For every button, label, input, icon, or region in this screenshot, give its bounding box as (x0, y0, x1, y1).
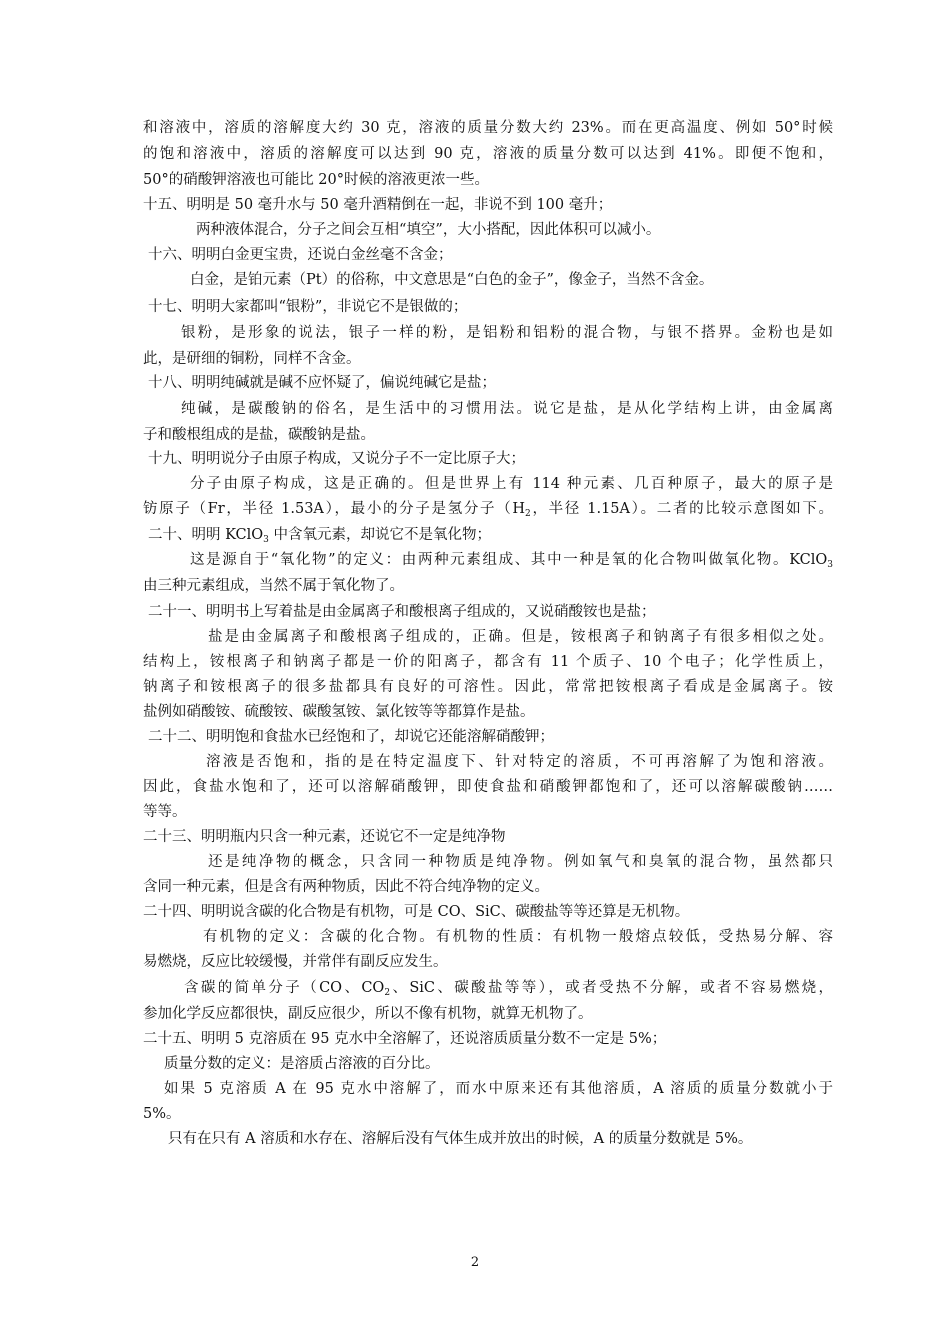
text-line: 十五、明明是 50 毫升水与 50 毫升酒精倒在一起，非说不到 100 毫升； (143, 197, 613, 213)
text-line: 如果 5 克溶质 A 在 95 克水中溶解了，而水中原来还有其他溶质，A 溶质的质量分数就小于 (164, 1081, 833, 1097)
text-line: 十九、明明说分子由原子构成，又说分子不一定比原子大； (148, 451, 525, 467)
text-line: 有机物的定义：含碳的化合物。有机物的性质：有机物一般熔点较低，受热易分解、容 (203, 929, 833, 945)
text-line: 含同一种元素，但是含有两种物质，因此不符合纯净物的定义。 (143, 879, 549, 895)
text-line: 分子由原子构成，这是正确的。但是世界上有 114 种元素、几百种原子，最大的原子是 (190, 476, 833, 492)
text-line: 5%。 (143, 1106, 181, 1122)
text-line: 质量分数的定义：是溶质占溶液的百分比。 (164, 1056, 440, 1072)
text-line: 盐是由金属离子和酸根离子组成的，正确。但是，铵根离子和钠离子有很多相似之处。 (208, 629, 833, 645)
text-line: 十七、明明大家都叫“银粉”，非说它不是银做的； (148, 299, 468, 315)
text-line: 50°的硝酸钾溶液也可能比 20°时候的溶液更浓一些。 (143, 172, 490, 188)
text-line: 两种液体混合，分子之间会互相“填空”，大小搭配，因此体积可以减小。 (196, 222, 661, 238)
text-line: 盐例如硝酸铵、硫酸铵、碳酸氢铵、氯化铵等等都算作是盐。 (143, 704, 535, 720)
text-line: 易燃烧，反应比较缓慢，并常伴有副反应发生。 (143, 954, 448, 970)
text-line: 二十一、明明书上写着盐是由金属离子和酸根离子组成的，又说硝酸铵也是盐； (148, 604, 656, 620)
text-line: 银粉，是形象的说法，银子一样的粉，是铝粉和铝粉的混合物，与银不搭界。金粉也是如 (181, 325, 833, 341)
text-line: 二十、明明 KClO$_3$ 中含氧元素，却说它不是氧化物； (148, 527, 492, 545)
text-line: 二十五、明明 5 克溶质在 95 克水中全溶解了，还说溶质质量分数不一定是 5%； (143, 1031, 667, 1047)
text-line: 含碳的简单分子（CO、$CO_2$、SiC、碳酸盐等等），或者受热不分解，或者不容易燃烧， (184, 980, 833, 998)
text-line: 二十四、明明说含碳的化合物是有机物，可是 CO、SiC、碳酸盐等等还算是无机物。 (143, 904, 690, 920)
text-line: 子和酸根组成的是盐，碳酸钠是盐。 (143, 427, 375, 443)
text-line: 此，是研细的铜粉，同样不含金。 (143, 351, 361, 367)
page-number: 2 (470, 1255, 480, 1270)
text-line: 等等。 (143, 804, 187, 820)
text-line: 和溶液中，溶质的溶解度大约 30 克，溶液的质量分数大约 23%。而在更高温度、例如 50°时候 (143, 120, 833, 136)
text-line: 十六、明明白金更宝贵，还说白金丝毫不含金； (148, 247, 453, 263)
text-line: 溶液是否饱和，指的是在特定温度下、针对特定的溶质，不可再溶解了为饱和溶液。 (206, 754, 833, 770)
text-line: 钫原子（Fr，半径 1.53A），最小的分子是氢分子（$H_2$，半径 1.15A）。二者的比较示意图如下。 (143, 501, 833, 519)
text-line: 钠离子和铵根离子的很多盐都具有良好的可溶性。因此，常常把铵根离子看成是金属离子。铵 (143, 679, 833, 695)
text-line: 纯碱，是碳酸钠的俗名，是生活中的习惯用法。说它是盐，是从化学结构上讲，由金属离 (181, 401, 833, 417)
text-line: 因此，食盐水饱和了，还可以溶解硝酸钾，即使食盐和硝酸钾都饱和了，还可以溶解碳酸钠…… (143, 779, 833, 795)
text-line: 结构上，铵根离子和钠离子都是一价的阳离子，都含有 11 个质子、10 个电子；化学性质上， (143, 654, 833, 670)
text-line: 十八、明明纯碱就是碱不应怀疑了，偏说纯碱它是盐； (148, 375, 496, 391)
text-line: 白金，是铂元素（Pt）的俗称，中文意思是“白色的金子”，像金子，当然不含金。 (190, 272, 714, 288)
text-line: 参加化学反应都很快，副反应很少，所以不像有机物，就算无机物了。 (143, 1006, 593, 1022)
text-line: 由三种元素组成，当然不属于氧化物了。 (143, 578, 404, 594)
text-line: 只有在只有 A 溶质和水存在、溶解后没有气体生成并放出的时候，A 的质量分数就是 5%。 (168, 1131, 753, 1147)
text-line: 这是源自于“氧化物”的定义：由两种元素组成、其中一种是氧的化合物叫做氧化物。KClO$_3$ (190, 552, 833, 570)
text-line: 二十二、明明饱和食盐水已经饱和了，却说它还能溶解硝酸钾； (148, 729, 554, 745)
text-line: 还是纯净物的概念，只含同一种物质是纯净物。例如氧气和臭氧的混合物，虽然都只 (208, 854, 833, 870)
text-line: 的饱和溶液中，溶质的溶解度可以达到 90 克，溶液的质量分数可以达到 41%。即便不饱和， (143, 146, 833, 162)
text-line: 二十三、明明瓶内只含一种元素，还说它不一定是纯净物 (143, 829, 506, 845)
